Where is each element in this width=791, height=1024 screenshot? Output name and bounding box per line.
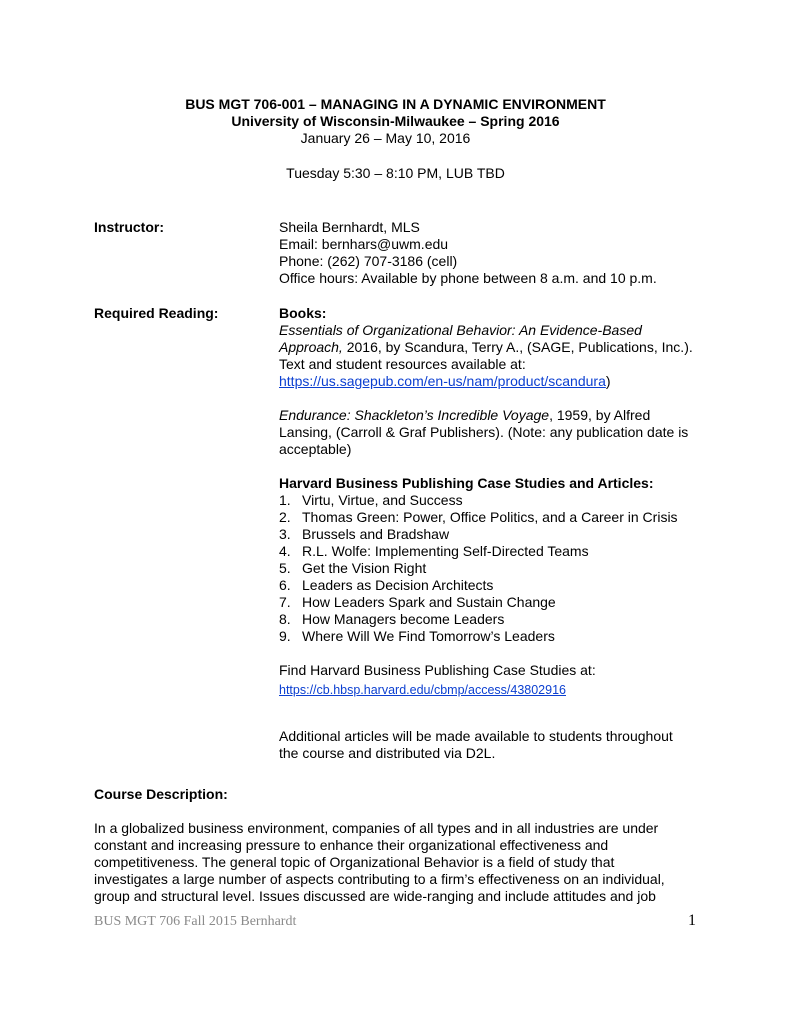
book1-title-part1: Essentials of Organizational Behavior: An Evidence-Based — [279, 322, 642, 338]
books-heading: Books: — [279, 305, 327, 321]
book2-line3: acceptable) — [279, 441, 352, 457]
instructor-name: Sheila Bernhardt, MLS — [279, 219, 420, 235]
instructor-details — [279, 219, 709, 287]
book1-citation: 2016, by Scandura, Terry A., (SAGE, Publications, Inc.). — [342, 339, 693, 355]
case-title: Brussels and Bradshaw — [302, 526, 450, 542]
book1-line2 — [279, 339, 709, 356]
spacer — [279, 698, 709, 715]
required-reading-details — [279, 305, 709, 762]
case-number: 5. — [279, 560, 291, 576]
book1-line4 — [279, 373, 709, 390]
list-item — [279, 628, 709, 645]
case-number: 9. — [279, 628, 291, 644]
book2-citation: , 1959, by Alfred — [549, 407, 651, 423]
case-title: R.L. Wolfe: Implementing Self-Directed Teams — [302, 543, 589, 559]
case-number: 7. — [279, 594, 291, 610]
description-line: constant and increasing pressure to enhance their organizational effectiveness and — [94, 837, 609, 853]
list-item — [279, 577, 709, 594]
book2-line2: Lansing, (Carroll & Graf Publishers). (Note: any publication date is — [279, 424, 689, 440]
additional-articles-line1: Additional articles will be made available to students throughout — [279, 728, 673, 744]
hbp-find-text: Find Harvard Business Publishing Case Studies at: — [279, 662, 596, 678]
university-line — [0, 113, 791, 130]
list-item — [279, 611, 709, 628]
case-number: 3. — [279, 526, 291, 542]
spacer — [279, 645, 709, 662]
course-dates — [0, 130, 791, 147]
page-footer: BUS MGT 706 Fall 2015 Bernhardt — [94, 914, 297, 929]
case-list — [279, 492, 709, 645]
course-dates-text: January 26 – May 10, 2016 — [300, 130, 471, 146]
book1-url-suffix: ) — [605, 373, 611, 389]
course-title — [0, 96, 791, 113]
page-number: 1 — [688, 912, 696, 929]
book1-line1 — [279, 322, 709, 339]
university-text: University of Wisconsin-Milwaukee – Spring 2016 — [231, 113, 560, 129]
required-reading-label: Required Reading: — [94, 305, 219, 321]
additional-articles-line2: the course and distributed via D2L. — [279, 745, 496, 761]
case-number: 8. — [279, 611, 291, 627]
case-number: 6. — [279, 577, 291, 593]
spacer — [279, 458, 709, 475]
list-item — [279, 594, 709, 611]
instructor-email: Email: bernhars@uwm.edu — [279, 236, 449, 252]
book1-title-part2: Approach, — [279, 339, 343, 355]
course-schedule-text: Tuesday 5:30 – 8:10 PM, LUB TBD — [286, 165, 505, 181]
hbp-link-line — [279, 681, 709, 698]
spacer — [279, 390, 709, 407]
case-title: How Managers become Leaders — [302, 611, 505, 627]
hbp-heading: Harvard Business Publishing Case Studies and Articles: — [279, 475, 654, 491]
case-title: Thomas Green: Power, Office Politics, and a Career in Crisis — [302, 509, 678, 525]
book2-title: Endurance: Shackleton’s Incredible Voyage — [279, 407, 550, 423]
book2-line1 — [279, 407, 709, 424]
case-number: 2. — [279, 509, 291, 525]
book1-line3: Text and student resources available at: — [279, 356, 526, 372]
case-title: How Leaders Spark and Sustain Change — [302, 594, 556, 610]
course-schedule — [0, 165, 791, 182]
sagepub-link[interactable]: https://us.sagepub.com/en-us/nam/product/scandura — [279, 373, 606, 389]
instructor-label: Instructor: — [94, 219, 164, 235]
list-item — [279, 543, 709, 560]
description-line: group and structural level. Issues discussed are wide-ranging and include attitudes and job — [94, 888, 656, 904]
list-item — [279, 560, 709, 577]
case-number: 1. — [279, 492, 291, 508]
spacer — [279, 715, 709, 728]
hbp-link[interactable]: https://cb.hbsp.harvard.edu/cbmp/access/43802916 — [279, 683, 566, 697]
list-item — [279, 526, 709, 543]
course-description-text — [94, 820, 704, 905]
case-title: Where Will We Find Tomorrow’s Leaders — [302, 628, 555, 644]
description-line: investigates a large number of aspects contributing to a firm’s effectiveness on an individual, — [94, 871, 665, 887]
instructor-office-hours: Office hours: Available by phone between 8 a.m. and 10 p.m. — [279, 270, 657, 286]
list-item — [279, 492, 709, 509]
case-number: 4. — [279, 543, 291, 559]
case-title: Get the Vision Right — [302, 560, 427, 576]
case-title: Leaders as Decision Architects — [302, 577, 494, 593]
instructor-phone: Phone: (262) 707-3186 (cell) — [279, 253, 458, 269]
course-title-text: BUS MGT 706-001 – MANAGING IN A DYNAMIC ENVIRONMENT — [185, 96, 606, 112]
description-line: competitiveness. The general topic of Organizational Behavior is a field of study that — [94, 854, 615, 870]
description-line: In a globalized business environment, companies of all types and in all industries are under — [94, 820, 659, 836]
course-description-label: Course Description: — [94, 786, 228, 802]
list-item — [279, 509, 709, 526]
case-title: Virtu, Virtue, and Success — [302, 492, 463, 508]
